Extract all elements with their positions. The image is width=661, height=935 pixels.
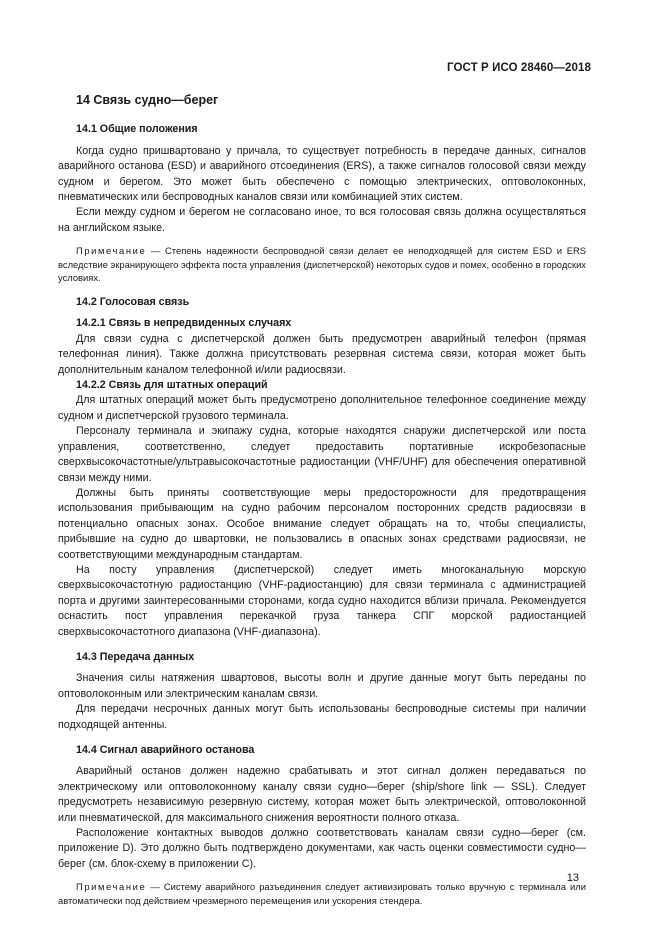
section-14-2-2-title: 14.2.2 Связь для штатных операций: [76, 379, 268, 392]
paragraph: Должны быть приняты соответствующие меры предосторожности для предотвращения использования прибывающим на судно рабочим персоналом посторонних средств радиосвязи в потенциально опасных зонах. Особое внимание следует обращать на то, чтобы специалисты, прибывшие на судно до швартовки, не пользовались в опасных зонах средствами радиосвязи, не соответствующими международным стандартам.: [58, 486, 586, 561]
section-14-2-1-title: 14.2.1 Связь в непредвиденных случаях: [76, 317, 292, 330]
page-number: 13: [566, 872, 579, 884]
note-label: Примечание: [76, 245, 147, 257]
section-14-2-title: 14.2 Голосовая связь: [76, 296, 190, 309]
paragraph: Аварийный останов должен надежно срабатывать и этот сигнал должен передаваться по электрическому или оптоволоконному каналу связи судно—берег (ship/shore link — SSL). Следует предусмотреть независимую резервную систему, которая может быть электрической, оптоволоконной или пневматической, для максимального снижения вероятности полного отказа.: [58, 765, 586, 824]
section-14-title: 14 Связь судно—берег: [76, 93, 219, 107]
paragraph: Значения силы натяжения швартовов, высоты волн и другие данные могут быть переданы по оптоволоконным или электрическим каналам связи.: [58, 672, 586, 700]
paragraph: Персоналу терминала и экипажу судна, которые находятся снаружи диспетчерской или поста управления, соответственно, следует предоставить портативные искробезопасные сверхвысокочастотные/ультравысокочастотные радиостанции (VHF/UHF) для обеспечения оперативной связи между ними.: [58, 425, 586, 484]
section-14-1-title: 14.1 Общие положения: [76, 123, 198, 136]
note-text: — Систему аварийного разъединения следует активизировать только вручную с терминала или автоматически под действием чрезмерного перемещения или ускорения стендера.: [58, 881, 586, 906]
paragraph: Для передачи несрочных данных могут быть использованы беспроводные системы при наличии подходящей антенны.: [58, 703, 586, 731]
note: [58, 880, 586, 907]
note-label: Примечание: [76, 881, 147, 893]
paragraph: Когда судно пришвартовано у причала, то существует потребность в передаче данных, сигналов аварийного останова (ESD) и аварийного отсоединения (ERS), а также сигналов голосовой связи между судном и берегом. Это может быть обеспечено с помощью электрических, оптоволоконных, пневматических или беспроводных каналов связи или комбинацией этих систем.: [58, 144, 586, 204]
paragraph: Если между судном и берегом не согласовано иное, то вся голосовая связь должна осуществляться на английском языке.: [58, 206, 586, 234]
note-text: — Степень надежности беспроводной связи делает ее неподходящей для систем ESD и ERS вследствие экранирующего эффекта поста управления (диспетчерской) некоторых судов и помех, особенно в городских условиях.: [58, 245, 586, 284]
paragraph: Расположение контактных выводов должно соответствовать каналам связи судно—берег (см. приложение D). Это должно быть подтверждено документами, как часть оценки совместимости судно—берег (см. блок-схему в приложении С).: [58, 827, 586, 870]
paragraph: Для связи судна с диспетчерской должен быть предусмотрен аварийный телефон (прямая телефонная линия). Также должна присутствовать резервная система связи, которая может быть дополнительным каналом телефонной и/или радиосвязи.: [58, 332, 586, 376]
section-14-4-title: 14.4 Сигнал аварийного останова: [76, 744, 255, 756]
paragraph: На посту управления (диспетчерской) следует иметь многоканальную морскую сверхвысокочастотную радиостанцию (VHF-радиостанцию) для связи терминала с администрацией порта и другими заинтересованными сторонами, когда судно находится вблизи причала. Рекомендуется оснастить пост управления перекачкой груза танкера СПГ морской радиостанцией сверхвысокочастотного диапазона (VHF-диапазона).: [58, 563, 586, 638]
document-body: [58, 88, 586, 917]
section-14-3-title: 14.3 Передача данных: [76, 650, 195, 663]
note: [58, 244, 586, 285]
document-header: ГОСТ Р ИСО 28460—2018: [446, 62, 591, 74]
paragraph: Для штатных операций может быть предусмотрено дополнительное телефонное соединение между судном и диспетчерской грузового терминала.: [58, 394, 586, 422]
